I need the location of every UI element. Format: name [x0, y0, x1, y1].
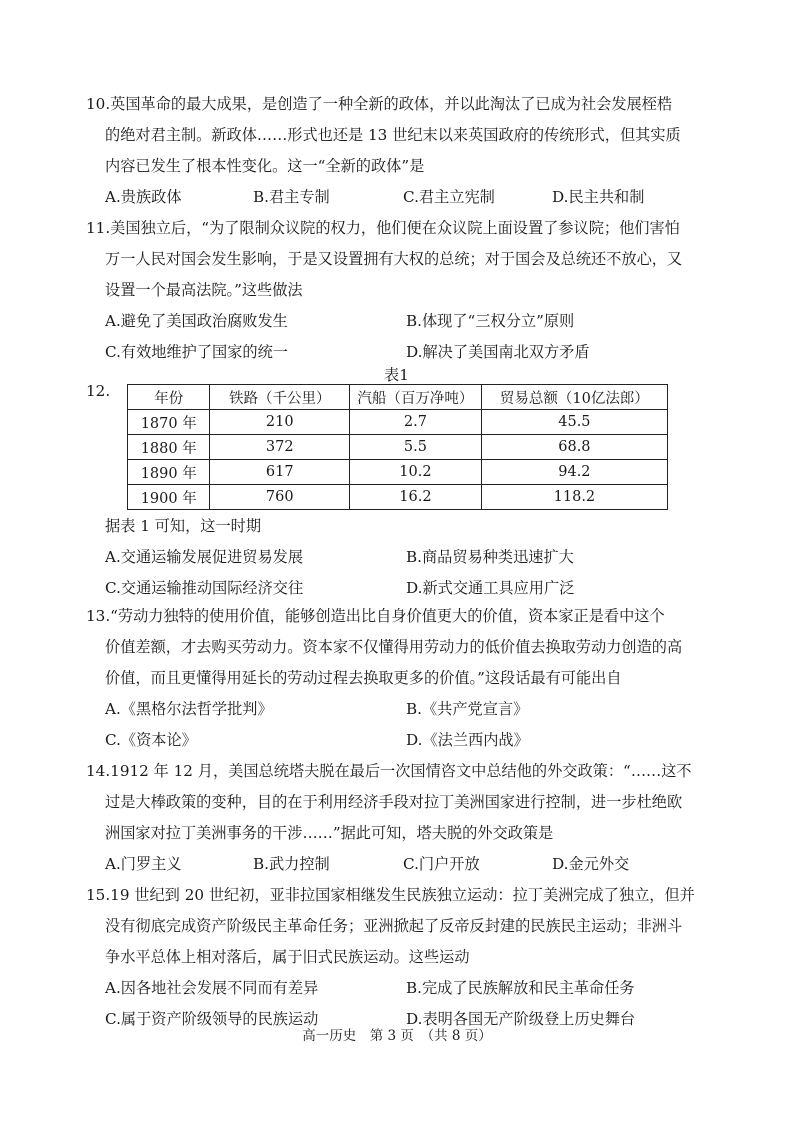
table-cell-trade: 118.2 [481, 485, 667, 510]
question-12-option-b[interactable]: B.商品贸易种类迅速扩大 [406, 548, 574, 566]
question-11-option-c[interactable]: C.有效地维护了国家的统一 [105, 343, 288, 361]
question-14-option-a[interactable]: A.门罗主义 [105, 855, 182, 873]
question-14-option-c[interactable]: C.门户开放 [403, 855, 480, 873]
question-15-option-b[interactable]: B.完成了民族解放和民主革命任务 [406, 979, 635, 997]
question-13-option-a[interactable]: A.《黑格尔法哲学批判》 [105, 700, 273, 718]
question-13-options-row-2 [86, 725, 686, 756]
question-14-line-3: 洲国家对拉丁美洲事务的干涉……”据此可知，塔夫脱的外交政策是 [105, 824, 554, 842]
table-cell-steamship: 2.7 [350, 410, 482, 435]
table-cell-trade: 68.8 [481, 435, 667, 460]
table-cell-steamship: 5.5 [350, 435, 482, 460]
question-15-option-c[interactable]: C.属于资产阶级领导的民族运动 [105, 1010, 319, 1028]
question-11-line-3: 设置一个最高法院。”这些做法 [105, 281, 303, 299]
question-10-option-c[interactable]: C.君主立宪制 [403, 188, 495, 206]
question-10-options [86, 182, 686, 213]
table-row [128, 435, 668, 460]
table-header-railway: 铁路（千公里） [210, 385, 350, 410]
question-15-line-1: 15.19 世纪到 20 世纪初，亚非拉国家相继发生民族独立运动：拉丁美洲完成了独立，但并 [86, 886, 695, 904]
question-13 [86, 601, 686, 756]
question-13-line-3: 价值，而且更懂得用延长的劳动过程去换取更多的价值。”这段话最有可能出自 [105, 669, 622, 687]
question-10-line-1: 10.英国革命的最大成果，是创造了一种全新的政体，并以此淘汰了已成为社会发展桎梏 [86, 95, 673, 113]
table-cell-trade: 94.2 [481, 460, 667, 485]
table-header-year: 年份 [128, 385, 210, 410]
question-12-options-row-2 [86, 573, 686, 604]
question-11-option-b[interactable]: B.体现了“三权分立”原则 [406, 312, 575, 330]
question-12-option-c[interactable]: C.交通运输推动国际经济交往 [105, 579, 304, 597]
question-15-option-d[interactable]: D.表明各国无产阶级登上历史舞台 [406, 1010, 636, 1028]
question-15-options-row-1 [86, 973, 686, 1004]
question-15-option-a[interactable]: A.因各地社会发展不同而有差异 [105, 979, 319, 997]
question-13-line-1: 13.“劳动力独特的使用价值，能够创造出比自身价值更大的价值，资本家正是看中这个 [86, 607, 665, 625]
question-13-option-b[interactable]: B.《共产党宣言》 [406, 700, 529, 718]
question-11-line-1: 11.美国独立后，“为了限制众议院的权力，他们便在众议院上面设置了参议院；他们害怕 [86, 219, 680, 237]
question-14-options [86, 849, 686, 880]
table-cell-year: 1870 年 [128, 410, 210, 435]
question-10-line-3: 内容已发生了根本性变化。这一“全新的政体”是 [105, 157, 425, 175]
data-table [127, 384, 668, 510]
table-row [128, 485, 668, 510]
question-10-option-d[interactable]: D.民主共和制 [552, 188, 645, 206]
question-11-options-row-1 [86, 306, 686, 337]
question-12-option-a[interactable]: A.交通运输发展促进贸易发展 [105, 548, 304, 566]
question-14-line-2: 过是大棒政策的变种，目的在于利用经济手段对拉丁美洲国家进行控制，进一步杜绝欧 [105, 793, 683, 811]
table-cell-railway: 372 [210, 435, 350, 460]
table-cell-year: 1890 年 [128, 460, 210, 485]
question-13-option-d[interactable]: D.《法兰西内战》 [406, 731, 529, 749]
question-12-option-d[interactable]: D.新式交通工具应用广泛 [406, 579, 575, 597]
question-10 [86, 89, 686, 213]
table-cell-railway: 760 [210, 485, 350, 510]
question-10-option-a[interactable]: A.贵族政体 [105, 188, 182, 206]
table-cell-year: 1900 年 [128, 485, 210, 510]
question-15-line-3: 争水平总体上相对落后，属于旧式民族运动。这些运动 [105, 948, 470, 966]
question-12-options-row-1 [86, 542, 686, 573]
table-row [128, 460, 668, 485]
table-caption: 表1 [384, 366, 409, 384]
question-14-line-1: 14.1912 年 12 月，美国总统塔夫脱在最后一次国情咨文中总结他的外交政策：“……这不 [86, 762, 692, 780]
question-14 [86, 756, 692, 880]
question-10-line-2: 的绝对君主制。新政体……形式也还是 13 世纪末以来英国政府的传统形式，但其实质 [105, 126, 681, 144]
table-cell-railway: 617 [210, 460, 350, 485]
question-12-stem: 据表 1 可知，这一时期 [105, 517, 262, 535]
table-cell-steamship: 10.2 [350, 460, 482, 485]
question-15 [86, 880, 695, 1035]
page-footer: 高一历史 第 3 页 （共 8 页） [302, 1028, 492, 1044]
question-11-line-2: 万一人民对国会发生影响，于是又设置拥有大权的总统；对于国会及总统还不放心，又 [105, 250, 683, 268]
table-row [128, 410, 668, 435]
table-cell-steamship: 16.2 [350, 485, 482, 510]
question-11-option-d[interactable]: D.解决了美国南北双方矛盾 [406, 343, 590, 361]
question-14-option-d[interactable]: D.金元外交 [552, 855, 630, 873]
question-12-number: 12. [86, 382, 111, 400]
question-13-options-row-1 [86, 694, 686, 725]
question-15-line-2: 没有彻底完成资产阶级民主革命任务；亚洲掀起了反帝反封建的民族民主运动；非洲斗 [105, 917, 683, 935]
table-cell-trade: 45.5 [481, 410, 667, 435]
question-14-option-b[interactable]: B.武力控制 [253, 855, 330, 873]
question-11-option-a[interactable]: A.避免了美国政治腐败发生 [105, 312, 288, 330]
table-header-steamship: 汽船（百万净吨） [350, 385, 482, 410]
table-cell-railway: 210 [210, 410, 350, 435]
table-header-row [128, 385, 668, 410]
question-10-option-b[interactable]: B.君主专制 [253, 188, 330, 206]
table-cell-year: 1880 年 [128, 435, 210, 460]
question-13-line-2: 价值差额，才去购买劳动力。资本家不仅懂得用劳动力的低价值去换取劳动力创造的高 [105, 638, 683, 656]
question-12 [86, 511, 686, 604]
question-13-option-c[interactable]: C.《资本论》 [105, 731, 197, 749]
table-header-trade: 贸易总额（10亿法郎） [481, 385, 667, 410]
question-11 [86, 213, 686, 368]
